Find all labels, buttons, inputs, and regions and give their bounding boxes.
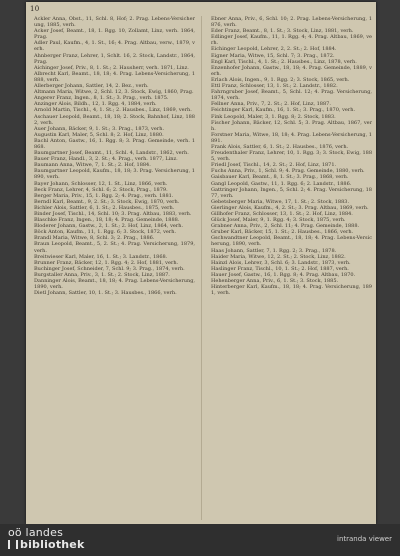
directory-entry: Adler Paul, Kaufm., 4, 1. St., 16; 4. Prag. Altbau, verw., 1879, verh. (34, 40, 195, 53)
directory-entry: Hauer Josef, Gastw., 16, 1. Rgg. 8; 4. Prag. Altbau, 1870. (211, 271, 356, 278)
directory-entry: Ahnberger Franz, Lehrer, 1, Schlt. 16, 2. Stock, Landstr., 1864, Prag. (34, 52, 195, 65)
directory-entry: Fink Leopold, Maler, 3, 1. Rgg. 8; 2. Stock, 1883. (211, 113, 336, 120)
directory-entry: Fellner Anna, Priv., 7, 2. St.; 2. Hof, Linz, 1887. (211, 101, 331, 108)
viewer-footer (0, 524, 400, 556)
directory-entry: Böck Anton, Kaufm., 11, 1. Rgg. 6; 3. Stock, 1872, verh. (34, 229, 177, 236)
directory-entry: Haslinger Franz, Tischl., 10, 1. St.; 2. Hof, 1887, verh. (211, 265, 349, 272)
directory-entry: Anzinger Alois, Bildh., 12, 1. Rgg. 4, 1884, verh. (34, 101, 157, 108)
directory-entry: Ebner Anna, Priv., 6, Schl. 10; 2. Prag. Lebens-Versicherung, 1876, verh. (211, 16, 372, 29)
directory-entry: Auer Johann, Bäcker, 9, 1. St.; 3. Prag., 1873, verh. (34, 125, 165, 132)
directory-entry: Edlinger Josef, Kaufm., 11, 1. Rgg. 4; 4. Prag. Altbau, 1869, verh. (211, 34, 372, 47)
directory-entry: Gaisbauer Karl, Beamt., 8, 1. St.; 3. Prag., 1868, verh. (211, 174, 349, 181)
directory-entry: Dietl Johann, Sattler, 10, 1. St.; 3. Hausbes., 1866, verh. (34, 290, 177, 297)
directory-entry: Eder Franz, Beamt., 8, 1. St.; 3. Stock, Linz, 1881, verh. (211, 28, 354, 35)
logo-line-1: oö landes (8, 526, 64, 539)
directory-entry: Gierlinger Alois, Kaufm., 4, 2. St.; 3. Prag. Altbau, 1869, verh. (211, 204, 369, 211)
directory-entry: Danninger Alois, Beamt., 18, 18; 4. Prag. Lebens-Versicherung, 1890, verh. (34, 278, 195, 291)
directory-entry: Fuchs Anna, Priv., 1, Schl. 9; 4. Prag. Gemeinde, 1880, verh. (211, 168, 365, 175)
directory-entry: Gschwandtner Leopold, Beamt., 18, 18; 4. Prag. Lebens-Versicherung, 1890, verh. (211, 235, 372, 248)
directory-entry: Augustin Karl, Maler, 5, Schl. 8; 2. Hof, Linz, 1880. (34, 131, 164, 138)
directory-entry: Altmann Maria, Witwe, 2, Schl. 12, 3. Stock, Ewig, 1860, Prag. (34, 89, 194, 96)
directory-entry: Freudenthaler Franz, Lehrer, 10, 1. Rgg. 3; 3. Stock, Ewig, 1885, verh. (211, 150, 372, 163)
left-column (29, 16, 195, 521)
directory-entry: Fischer Johann, Bäcker, 12, Schl. 5; 3. Prag. Altbau, 1867, verh. (211, 119, 372, 132)
page-number: 10 (30, 5, 40, 13)
directory-entry: Bayer Johann, Schlosser, 12, 1. St., Linz, 1866, verh. (34, 180, 168, 187)
directory-entry: Ettl Franz, Schlosser, 13, 1. St.; 2. Landstr., 1882. (211, 83, 338, 90)
directory-entry: Bichler Alois, Sattler, 6, 1. St.; 2. Hausbes., 1875, verh. (34, 204, 175, 211)
directory-entry: Blaschke Franz, Ingen., 18, 18; 4. Prag. Gemeinde, 1888. (34, 217, 180, 224)
directory-entry: Eichinger Leopold, Lehrer, 2, 2. St.; 2. Hof, 1884. (211, 46, 337, 53)
directory-entry: Hehenberger Anna, Priv., 6, 1. St.; 3. Stock, 1885. (211, 278, 339, 285)
directory-entry: Aichinger Josef, Priv., 8, 1. St.; 2. Hausherr, verh. 1871, Linz. (34, 64, 189, 71)
directory-entry: Gebetsberger Maria, Witwe, 17, 1. St.; 2. Stock, 1883. (211, 198, 350, 205)
directory-entry: Hainzl Alois, Lehrer, 3, Schl. 6; 3. Landstr., 1873, verh. (211, 259, 351, 266)
directory-entry: Braun Leopold, Beamt., 5, 2. St.; 4. Prag. Versicherung, 1879, verh. (34, 241, 195, 254)
directory-entry: Gattringer Johann, Ingen., 5, Schl. 2; 4. Prag. Versicherung, 1877, verh. (211, 186, 372, 199)
directory-entry: Feichtinger Karl, Kaufm., 16, 1. St.; 3. Prag., 1870, verh. (211, 107, 356, 114)
directory-entry: Glück Josef, Maler, 9, 1. Rgg. 4; 3. Stock, 1875, verh. (211, 217, 346, 224)
directory-entry: Brandl Maria, Witwe, 8, Schl. 3; 2. Prag., 1886. (34, 235, 155, 242)
right-column (206, 16, 372, 521)
directory-entry: Bachl Anton, Gastw., 16, 1. Rgg. 8; 3. Prag. Gemeinde, verh. 1868. (34, 137, 195, 150)
directory-entry: Buchinger Josef, Schneider, 7, Schl. 9; 3. Prag., 1874, verh. (34, 265, 185, 272)
directory-entry: Angerer Franz, Ingen., 8, 1. St.; 3. Prag., verh. 1875. (34, 95, 169, 102)
directory-entry: Haider Maria, Witwe, 12, 2. St.; 2. Stock, Linz, 1882. (211, 253, 346, 260)
directory-entry: Bauer Franz, Handl., 3, 2. St.; 4. Prag., verh. 1877, Linz. (34, 156, 178, 163)
directory-entry: Binder Josef, Tischl., 14, Schl. 10; 3. Prag. Altbau, 1883, verh. (34, 211, 192, 217)
directory-entry: Eigner Maria, Witwe, 15, Schl. 7; 3. Prag., 1872. (211, 52, 335, 59)
directory-entry: Forstner Maria, Witwe, 18, 18; 4. Prag. Lebens-Versicherung, 1891. (211, 131, 372, 144)
directory-entry: Albrecht Karl, Beamt., 18, 18; 4. Prag. Lebens-Versicherung, 1888, verh. (34, 70, 195, 83)
logo-line-2-text: bibliothek (20, 538, 85, 551)
directory-entry: Berndl Karl, Beamt., 9, 2. St.; 3. Stock, Ewig, 1870, verh. (34, 198, 180, 205)
directory-entry: Haas Johann, Sattler, 7, 1. Rgg. 2; 3. Prag., 1878. (211, 247, 337, 254)
logo-mark-icon (8, 540, 18, 549)
scanned-page (26, 2, 376, 524)
viewer-label[interactable]: intranda viewer (337, 535, 392, 543)
directory-entry: Engl Karl, Tischl., 4, 1. St.; 2. Hausbes., Linz, 1878, verh. (211, 58, 357, 65)
directory-entry: Allerberger Johann, Sattler, 14, 2. Bez., verh. (34, 83, 149, 90)
column-divider (201, 16, 202, 520)
directory-entry: Baumann Anna, Witwe, 7, 1. St.; 2. Hof, 1884. (34, 162, 151, 169)
directory-entry: Grabner Anna, Priv., 2, Schl. 11; 4. Prag. Gemeinde, 1888. (211, 223, 360, 230)
directory-entry: Burgstaller Anna, Priv., 3, 1. St.; 2. Stock, Linz, 1887. (34, 271, 170, 278)
library-logo[interactable] (8, 527, 84, 551)
directory-entry: Bloderer Johann, Gastw., 2, 1. St.; 2. Hof, Linz, 1864, verh. (34, 223, 184, 230)
directory-entry: Baumgartner Leopold, Kaufm., 18, 18; 3. Prag. Versicherung, 1890, verh. (34, 168, 195, 181)
directory-entry: Acker Josef, Beamt., 18, 1. Rgg. 10, Zollamt, Linz, verh. 1864, Prag. (34, 28, 195, 41)
directory-entry: Gruber Karl, Bäcker, 15, 1. St.; 2. Hausbes., 1866, verh. (211, 229, 354, 236)
directory-entry: Berger Maria, Priv., 15, 1. Rgg. 2; 4. Prag., verh. 1881. (34, 192, 174, 199)
directory-entry: Arnold Martin, Tischl., 4, 1. St.; 2. Hausbes., Linz, 1869, verh. (34, 107, 192, 114)
directory-entry: Gangl Leopold, Gastw., 11, 1. Rgg. 6; 2. Landstr., 1886. (211, 180, 352, 187)
directory-entry: Beck Franz, Lehrer, 4, Schl. 6; 2. Stock, Prag., 1879. (34, 186, 168, 193)
directory-entry: Ackler Anna, Obst., 11, Schl. 8, Hof; 2. Prag. Lebens-Versicherung, 1885, verh. (34, 16, 195, 29)
directory-entry: Baumgartner Josef, Beamt., 11, Schl. 4, Landstr., 1862, verh. (34, 150, 189, 157)
logo-line-2 (8, 539, 84, 551)
directory-entry: Breitwieser Karl, Maler, 16, 1. St.; 3. Landstr., 1868. (34, 253, 168, 260)
directory-entry: Hinterberger Karl, Kaufm., 18, 18; 4. Prag. Versicherung, 1891, verh. (211, 284, 372, 297)
directory-entry: Friedl Josef, Tischl., 14, 2. St.; 2. Hof, Linz, 1871. (211, 162, 337, 169)
directory-entry: Erlach Alois, Ingen., 9, 1. Rgg. 2; 3. Stock, 1865, verh. (211, 76, 350, 83)
directory-entry: Enzenhofer Johann, Gastw., 18, 18; 4. Prag. Gemeinde, 1889, verh. (211, 64, 372, 77)
directory-entry: Fahrngruber Josef, Beamt., 5, Schl. 12; 4. Prag. Versicherung, 1874, verh. (211, 89, 372, 102)
directory-entry: Frank Alois, Sattler, 6, 1. St.; 2. Hausbes., 1876, verh. (211, 143, 349, 150)
directory-entry: Gillhofer Franz, Schlosser, 13, 1. St.; 2. Hof, Linz, 1884. (211, 211, 353, 217)
directory-entry: Aschauer Leopold, Beamt., 18, 18; 2. Stock, Bahnhof, Linz, 1882, verh. (34, 113, 195, 126)
directory-entry: Brunner Franz, Bäcker, 12, 1. Rgg. 4; 2. Hof, 1881, verh. (34, 259, 179, 266)
